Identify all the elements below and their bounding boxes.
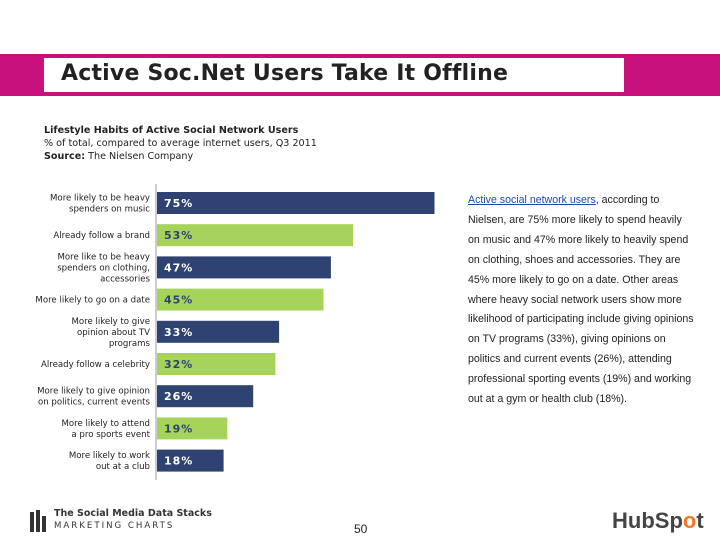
chart-meta [44,124,317,163]
value-label-8: 18% [164,454,194,468]
category-label-4: More likely to give opinion about TV programs [71,316,150,349]
value-label-1: 53% [164,229,194,243]
category-label-7: More likely to attend a pro sports event [61,418,150,440]
page-number: 50 [354,522,368,536]
description-text [468,191,694,410]
hubspot-right: t [696,508,704,533]
description-body: , according to Nielsen, are 75% more likely to spend heavily on music and 47% more likely to heavily spend on clothing, shoes and accessories. They are 45% more likely to go on a date. Other areas where heavy social network users show more likelihood of participating include giving opinions on TV programs (33%), giving opinions on politics and current events (26%), attending professional sporting events (19%) and working out at a gym or health club (18%). [468,194,694,406]
category-label-6: More likely to give opinion on politics, current events [37,386,150,408]
page-title: Active Soc.Net Users Take It Offline [61,61,509,86]
title-box [44,58,624,92]
value-label-3: 45% [164,293,194,307]
source-label: Source: [44,151,86,162]
logo-line1: The Social Media Data Stacks [54,508,212,519]
value-label-5: 32% [164,358,194,371]
logo-bars-icon [30,510,50,532]
value-label-2: 47% [164,261,194,275]
category-label-0: More likely to be heavy spenders on music [50,193,150,215]
title-band [0,54,720,96]
category-label-2: More like to be heavy spenders on clothing, accessories [57,252,150,285]
value-label-6: 26% [164,390,194,404]
category-label-3: More likely to go on a date [35,295,150,306]
value-label-0: 75% [164,197,194,210]
value-label-7: 19% [164,422,194,436]
value-label-4: 33% [164,325,194,339]
logo-line2: MARKETING CHARTS [54,521,175,531]
category-label-8: More likely to work out at a club [68,451,150,473]
chart-subtitle: Lifestyle Habits of Active Social Network Users [44,125,299,136]
source-value: The Nielsen Company [85,151,194,162]
hubspot-left: HubSp [612,508,683,533]
category-label-1: Already follow a brand [53,231,150,242]
category-label-5: Already follow a celebrity [40,360,150,370]
bar-chart [0,180,460,480]
hubspot-o: o [682,508,697,533]
chart-description: % of total, compared to average internet users, Q3 2011 [44,138,317,149]
bar-0 [157,192,435,214]
chart-source [44,150,317,163]
hubspot-logo [612,508,704,534]
description-link[interactable]: Active social network users [468,194,596,206]
